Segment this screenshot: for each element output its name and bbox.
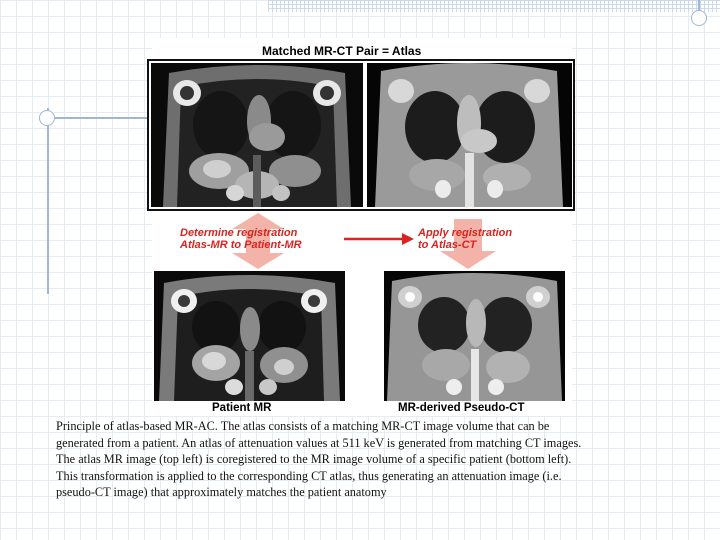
patient-mr-label: Patient MR — [212, 402, 272, 414]
pseudo-ct-scan-graphic — [384, 271, 565, 401]
pseudo-ct-image — [384, 271, 565, 401]
atlas-ct-image — [367, 63, 572, 207]
atlas-mr-image — [151, 63, 363, 207]
apply-registration-text: Apply registration to Atlas-CT — [418, 227, 513, 251]
atlas-mr-scan-graphic — [151, 63, 363, 207]
horizontal-arrow-right — [344, 233, 414, 245]
caption-line: generated from a patient. An atlas of attenuation values at 511 keV is generated from matching CT images. — [56, 435, 582, 450]
pseudo-ct-label: MR-derived Pseudo-CT — [398, 402, 525, 414]
patient-mr-image — [154, 271, 345, 401]
decor-circle — [39, 110, 55, 126]
caption-line: pseudo-CT image) that approximately matches the patient anatomy — [56, 485, 387, 499]
figure-caption — [56, 418, 664, 501]
atlas-title: Matched MR-CT Pair = Atlas — [262, 44, 422, 58]
decor-vertical-line — [47, 108, 49, 294]
title-pattern-band — [268, 0, 720, 12]
atlas-ct-scan-graphic — [367, 63, 572, 207]
decor-top-circle — [691, 10, 707, 26]
patient-mr-scan-graphic — [154, 271, 345, 401]
caption-line: The atlas MR image (top left) is coregistered to the MR image volume of a specific patient (bottom left). — [56, 452, 572, 466]
determine-registration-text: Determine registration Atlas-MR to Patient-MR — [180, 227, 302, 251]
caption-line: Principle of atlas-based MR-AC. The atlas consists of a matching MR-CT image volume that can be — [56, 419, 550, 433]
caption-line: This transformation is applied to the corresponding CT atlas, thus generating an attenuation image (i.e. — [56, 468, 562, 483]
